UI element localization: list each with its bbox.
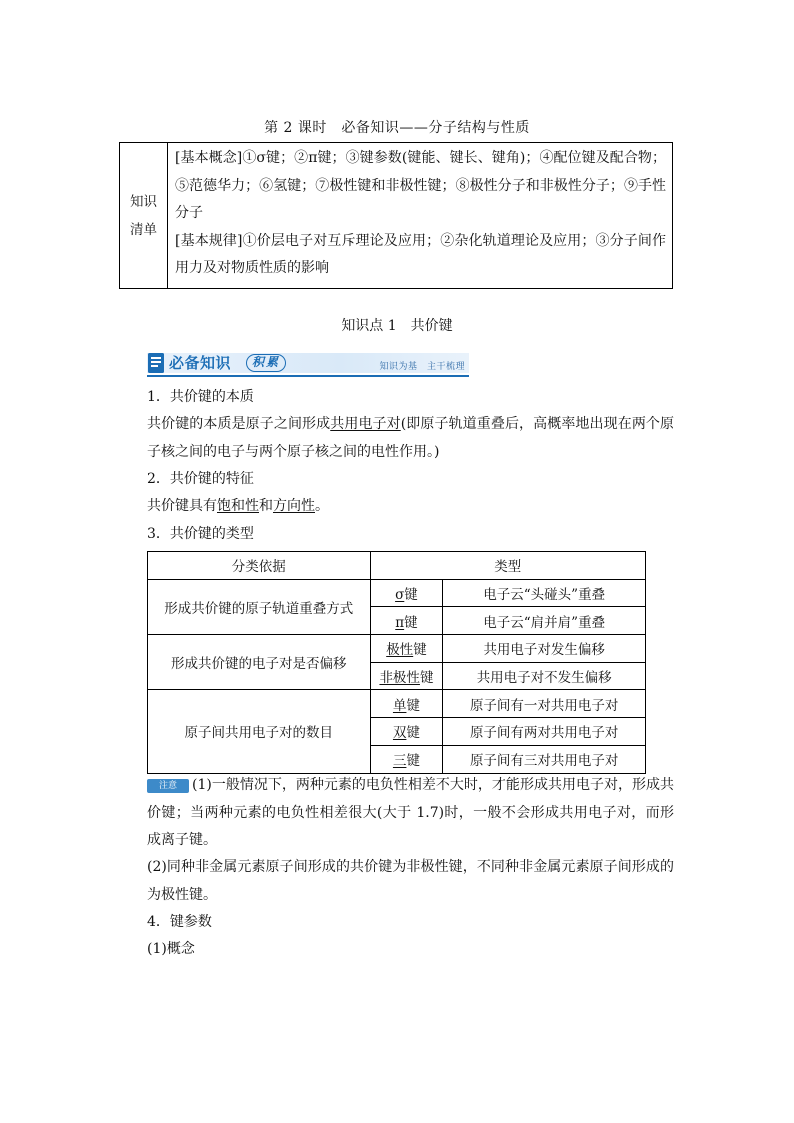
table-header-type: 类型 [370,552,645,580]
page-title: 第 2 课时 必备知识——分子结构与性质 [264,120,530,136]
table-row [148,690,646,718]
side-label-1: 知识 [130,193,157,210]
table-basis-cell: 形成共价键的电子对是否偏移 [148,635,371,690]
basic-concepts: [基本概念]①σ键；②π键；③键参数(键能、键长、键角)；④配位键及配合物；⑤范德华力；⑥氢键；⑦极性键和非极性键；⑧极性分子和非极性分子；⑨手性分子 [175,150,666,221]
type-rest: 键 [404,614,418,631]
table-desc-cell: 原子间有一对共用电子对 [443,690,646,718]
type-rest: 键 [406,697,420,714]
type-rest: 键 [404,587,418,604]
banner-tag: 积累 [246,354,286,372]
table-desc-cell: 共用电子对发生偏移 [443,635,646,663]
type-rest: 键 [406,753,420,770]
table-desc-cell: 电子云“头碰头”重叠 [443,579,646,607]
banner-label: 必备知识 [169,354,232,372]
knowledge-list-body [168,143,672,288]
s1-heading: 1．共价键的本质 [147,389,254,405]
note-p1-text: (1)一般情况下，两种元素的电负性相差不大时，才能形成共用电子对，形成共价键；当两种元素的电负性相差很大(大于 1.7)时，一般不会形成共用电子对，而形成离子键。 [147,777,674,848]
section-banner [147,350,469,378]
banner-underline [147,375,469,377]
s2-heading: 2．共价键的特征 [147,471,254,487]
note-icon: 注意 [147,779,189,793]
type-underlined: 单 [392,697,407,714]
s2-mid: 和 [259,498,273,514]
s2-paragraph [147,493,329,521]
type-underlined: 非极性 [379,670,420,687]
table-type-cell [370,718,443,746]
knowledge-list-side [120,143,168,288]
table-type-cell [370,607,443,635]
side-label-2: 清单 [130,221,157,238]
table-desc-cell: 原子间有两对共用电子对 [443,718,646,746]
type-rest: 键 [419,670,434,687]
s4-sub: (1)概念 [147,941,195,957]
table-desc-cell: 共用电子对不发生偏移 [443,662,646,690]
banner-right-text: 知识为基 主干梳理 [379,362,465,372]
s1-text-a: 共价键的本质是原子之间形成 [147,416,331,432]
type-underlined: 极性 [386,642,414,659]
book-icon [147,352,165,374]
type-underlined: σ [395,587,405,604]
table-type-cell [370,579,443,607]
note-paragraph-2: (2)同种非金属元素原子间形成的共价键为非极性键，不同种非金属元素原子间形成的为极性键。 [147,859,674,903]
type-underlined: π [395,614,405,631]
table-desc-cell: 原子间有三对共用电子对 [443,745,646,773]
s1-text-underlined: 共用电子对 [330,416,401,432]
table-basis-cell: 形成共价键的原子轨道重叠方式 [148,579,371,634]
s2-text-a: 共价键具有 [147,498,217,514]
s2-underline-1: 饱和性 [217,498,259,514]
type-rest: 键 [406,725,420,742]
s1-text-b: (即原子轨道重叠后，高概率地出现在两个原子核之间的电子与两个原子核之间的电性作用。) [147,416,675,460]
type-underlined: 双 [392,725,407,742]
type-underlined: 三 [392,753,407,770]
table-type-cell [370,635,443,663]
table-type-cell [370,745,443,773]
table-type-cell [370,662,443,690]
knowledge-list-box [119,142,673,289]
table-row [148,579,646,607]
s1-paragraph [147,411,674,466]
table-header-row [148,552,646,580]
table-desc-cell: 电子云“肩并肩”重叠 [443,607,646,635]
note-paragraph-1 [147,772,674,855]
s2-end: 。 [315,498,329,514]
table-header-basis: 分类依据 [148,552,371,580]
s2-underline-2: 方向性 [273,498,315,514]
basic-rules: [基本规律]①价层电子对互斥理论及应用；②杂化轨道理论及应用；③分子间作用力及对物质性质的影响 [175,232,666,276]
type-rest: 键 [413,642,427,659]
table-type-cell [370,690,443,718]
section-title: 知识点 1 共价键 [341,318,453,334]
bond-type-table [147,551,646,774]
s3-heading: 3．共价键的类型 [147,526,254,542]
s4-heading: 4．键参数 [147,914,212,930]
table-basis-cell: 原子间共用电子对的数目 [148,690,371,773]
table-row [148,635,646,663]
